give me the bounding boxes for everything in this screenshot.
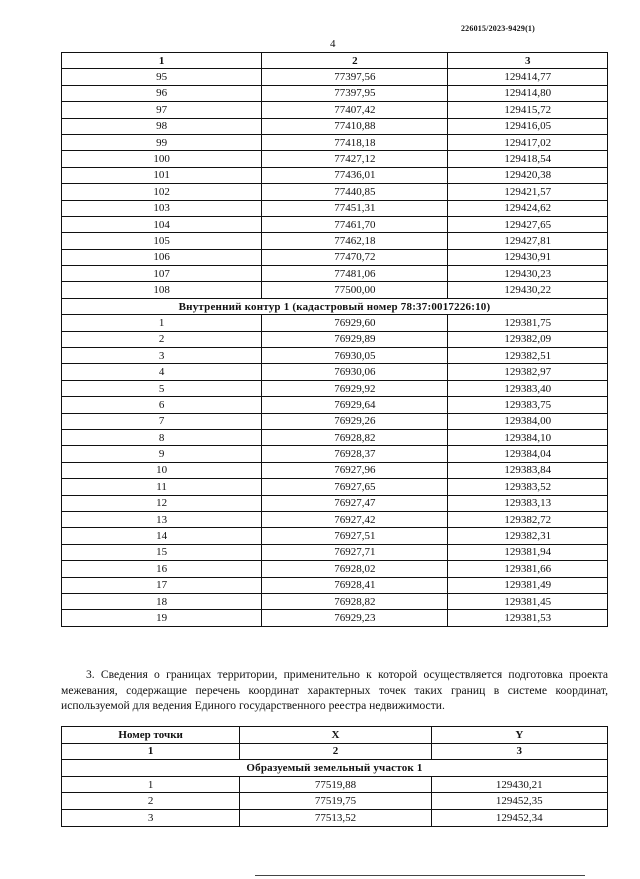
table-row xyxy=(62,511,608,527)
table-row xyxy=(62,348,608,364)
x-coordinate-cell: 76927,71 xyxy=(262,544,448,560)
point-number-cell: 4 xyxy=(62,364,262,380)
column-header: X xyxy=(240,727,431,744)
x-coordinate-cell: 76929,26 xyxy=(262,413,448,429)
y-coordinate-cell: 129416,05 xyxy=(448,118,608,134)
table-header-row xyxy=(62,53,608,69)
table-row xyxy=(62,102,608,118)
point-number-cell: 19 xyxy=(62,610,262,626)
y-coordinate-cell: 129452,35 xyxy=(431,793,607,810)
point-number-cell: 2 xyxy=(62,331,262,347)
table-row xyxy=(62,151,608,167)
table-row xyxy=(62,249,608,265)
column-number: 3 xyxy=(431,743,607,760)
x-coordinate-cell: 76929,60 xyxy=(262,315,448,331)
column-number-row xyxy=(62,743,608,760)
section-label: Образуемый земельный участок 1 xyxy=(62,760,608,777)
y-coordinate-cell: 129381,94 xyxy=(448,544,608,560)
x-coordinate-cell: 77427,12 xyxy=(262,151,448,167)
table-row xyxy=(62,184,608,200)
x-coordinate-cell: 76927,47 xyxy=(262,495,448,511)
x-coordinate-cell: 76930,06 xyxy=(262,364,448,380)
x-coordinate-cell: 76929,23 xyxy=(262,610,448,626)
table-row xyxy=(62,364,608,380)
point-number-cell: 18 xyxy=(62,593,262,609)
table-header-row xyxy=(62,727,608,744)
column-number: 2 xyxy=(240,743,431,760)
y-coordinate-cell: 129430,22 xyxy=(448,282,608,298)
point-number-cell: 95 xyxy=(62,69,262,85)
y-coordinate-cell: 129382,51 xyxy=(448,348,608,364)
table-row xyxy=(62,167,608,183)
table-row xyxy=(62,561,608,577)
point-number-cell: 7 xyxy=(62,413,262,429)
table-row xyxy=(62,282,608,298)
y-coordinate-cell: 129381,66 xyxy=(448,561,608,577)
x-coordinate-cell: 77462,18 xyxy=(262,233,448,249)
y-coordinate-cell: 129383,84 xyxy=(448,462,608,478)
point-number-cell: 8 xyxy=(62,429,262,445)
column-header: 2 xyxy=(262,53,448,69)
y-coordinate-cell: 129421,57 xyxy=(448,184,608,200)
table-row xyxy=(62,593,608,609)
x-coordinate-cell: 77500,00 xyxy=(262,282,448,298)
document-id: 226015/2023-9429(1) xyxy=(460,24,535,33)
table-row xyxy=(62,397,608,413)
column-number: 1 xyxy=(62,743,240,760)
y-coordinate-cell: 129381,53 xyxy=(448,610,608,626)
y-coordinate-cell: 129383,75 xyxy=(448,397,608,413)
point-number-cell: 9 xyxy=(62,446,262,462)
table-row xyxy=(62,544,608,560)
table-row xyxy=(62,216,608,232)
x-coordinate-cell: 76930,05 xyxy=(262,348,448,364)
y-coordinate-cell: 129381,45 xyxy=(448,593,608,609)
x-coordinate-cell: 76927,65 xyxy=(262,479,448,495)
x-coordinate-cell: 77461,70 xyxy=(262,216,448,232)
y-coordinate-cell: 129382,09 xyxy=(448,331,608,347)
table-row xyxy=(62,776,608,793)
column-header: Номер точки xyxy=(62,727,240,744)
boundary-table xyxy=(61,726,608,827)
x-coordinate-cell: 77519,75 xyxy=(240,793,431,810)
table-row xyxy=(62,233,608,249)
point-number-cell: 13 xyxy=(62,511,262,527)
table-row xyxy=(62,85,608,101)
table-row xyxy=(62,266,608,282)
y-coordinate-cell: 129383,40 xyxy=(448,380,608,396)
table-row xyxy=(62,331,608,347)
y-coordinate-cell: 129384,10 xyxy=(448,429,608,445)
y-coordinate-cell: 129452,34 xyxy=(431,809,607,826)
contour-row xyxy=(62,298,608,314)
point-number-cell: 99 xyxy=(62,134,262,150)
point-number-cell: 3 xyxy=(62,809,240,826)
y-coordinate-cell: 129383,13 xyxy=(448,495,608,511)
table-row xyxy=(62,446,608,462)
y-coordinate-cell: 129415,72 xyxy=(448,102,608,118)
point-number-cell: 15 xyxy=(62,544,262,560)
table-row xyxy=(62,315,608,331)
y-coordinate-cell: 129381,49 xyxy=(448,577,608,593)
y-coordinate-cell: 129427,65 xyxy=(448,216,608,232)
point-number-cell: 1 xyxy=(62,776,240,793)
x-coordinate-cell: 77407,42 xyxy=(262,102,448,118)
x-coordinate-cell: 77519,88 xyxy=(240,776,431,793)
point-number-cell: 17 xyxy=(62,577,262,593)
x-coordinate-cell: 76928,82 xyxy=(262,429,448,445)
y-coordinate-cell: 129414,77 xyxy=(448,69,608,85)
table-row xyxy=(62,429,608,445)
point-number-cell: 98 xyxy=(62,118,262,134)
table-row xyxy=(62,69,608,85)
point-number-cell: 96 xyxy=(62,85,262,101)
y-coordinate-cell: 129414,80 xyxy=(448,85,608,101)
point-number-cell: 104 xyxy=(62,216,262,232)
x-coordinate-cell: 76928,82 xyxy=(262,593,448,609)
x-coordinate-cell: 77436,01 xyxy=(262,167,448,183)
section-row xyxy=(62,760,608,777)
point-number-cell: 10 xyxy=(62,462,262,478)
x-coordinate-cell: 76927,42 xyxy=(262,511,448,527)
x-coordinate-cell: 76929,64 xyxy=(262,397,448,413)
x-coordinate-cell: 77440,85 xyxy=(262,184,448,200)
y-coordinate-cell: 129382,97 xyxy=(448,364,608,380)
table-row xyxy=(62,462,608,478)
x-coordinate-cell: 77481,06 xyxy=(262,266,448,282)
x-coordinate-cell: 77470,72 xyxy=(262,249,448,265)
table-row xyxy=(62,118,608,134)
y-coordinate-cell: 129384,00 xyxy=(448,413,608,429)
point-number-cell: 101 xyxy=(62,167,262,183)
point-number-cell: 3 xyxy=(62,348,262,364)
point-number-cell: 107 xyxy=(62,266,262,282)
x-coordinate-cell: 77513,52 xyxy=(240,809,431,826)
point-number-cell: 103 xyxy=(62,200,262,216)
table-row xyxy=(62,793,608,810)
point-number-cell: 97 xyxy=(62,102,262,118)
x-coordinate-cell: 76927,51 xyxy=(262,528,448,544)
x-coordinate-cell: 76928,37 xyxy=(262,446,448,462)
paragraph-text: 3. Сведения о границах территории, применительно к которой осуществляется подготовка проекта межевания, содержащие перечень координат характерных точек таких границ в системе координат, используемой для ведения Единого государственного реестра недвижимости. xyxy=(61,668,608,713)
x-coordinate-cell: 77397,95 xyxy=(262,85,448,101)
x-coordinate-cell: 77418,18 xyxy=(262,134,448,150)
x-coordinate-cell: 77451,31 xyxy=(262,200,448,216)
y-coordinate-cell: 129430,91 xyxy=(448,249,608,265)
table-row xyxy=(62,495,608,511)
y-coordinate-cell: 129383,52 xyxy=(448,479,608,495)
point-number-cell: 1 xyxy=(62,315,262,331)
table-row xyxy=(62,610,608,626)
point-number-cell: 16 xyxy=(62,561,262,577)
table-row xyxy=(62,577,608,593)
x-coordinate-cell: 76929,89 xyxy=(262,331,448,347)
y-coordinate-cell: 129420,38 xyxy=(448,167,608,183)
point-number-cell: 108 xyxy=(62,282,262,298)
contour-label: Внутренний контур 1 (кадастровый номер 78:37:0017226:10) xyxy=(62,298,608,314)
y-coordinate-cell: 129424,62 xyxy=(448,200,608,216)
x-coordinate-cell: 77410,88 xyxy=(262,118,448,134)
table-row xyxy=(62,200,608,216)
y-coordinate-cell: 129384,04 xyxy=(448,446,608,462)
point-number-cell: 102 xyxy=(62,184,262,200)
table-row xyxy=(62,528,608,544)
column-header: 3 xyxy=(448,53,608,69)
table-row xyxy=(62,809,608,826)
y-coordinate-cell: 129427,81 xyxy=(448,233,608,249)
y-coordinate-cell: 129430,23 xyxy=(448,266,608,282)
footer-line xyxy=(255,875,585,876)
point-number-cell: 105 xyxy=(62,233,262,249)
point-number-cell: 5 xyxy=(62,380,262,396)
table-row xyxy=(62,380,608,396)
x-coordinate-cell: 76928,02 xyxy=(262,561,448,577)
point-number-cell: 12 xyxy=(62,495,262,511)
y-coordinate-cell: 129382,31 xyxy=(448,528,608,544)
x-coordinate-cell: 77397,56 xyxy=(262,69,448,85)
point-number-cell: 14 xyxy=(62,528,262,544)
y-coordinate-cell: 129381,75 xyxy=(448,315,608,331)
x-coordinate-cell: 76929,92 xyxy=(262,380,448,396)
point-number-cell: 2 xyxy=(62,793,240,810)
y-coordinate-cell: 129382,72 xyxy=(448,511,608,527)
page-number: 4 xyxy=(330,38,336,50)
x-coordinate-cell: 76927,96 xyxy=(262,462,448,478)
point-number-cell: 106 xyxy=(62,249,262,265)
y-coordinate-cell: 129417,02 xyxy=(448,134,608,150)
column-header: 1 xyxy=(62,53,262,69)
column-header: Y xyxy=(431,727,607,744)
x-coordinate-cell: 76928,41 xyxy=(262,577,448,593)
section-paragraph xyxy=(61,667,608,714)
table-row xyxy=(62,134,608,150)
y-coordinate-cell: 129418,54 xyxy=(448,151,608,167)
table-row xyxy=(62,413,608,429)
coordinates-table xyxy=(61,52,608,627)
point-number-cell: 100 xyxy=(62,151,262,167)
y-coordinate-cell: 129430,21 xyxy=(431,776,607,793)
point-number-cell: 6 xyxy=(62,397,262,413)
table-row xyxy=(62,479,608,495)
point-number-cell: 11 xyxy=(62,479,262,495)
